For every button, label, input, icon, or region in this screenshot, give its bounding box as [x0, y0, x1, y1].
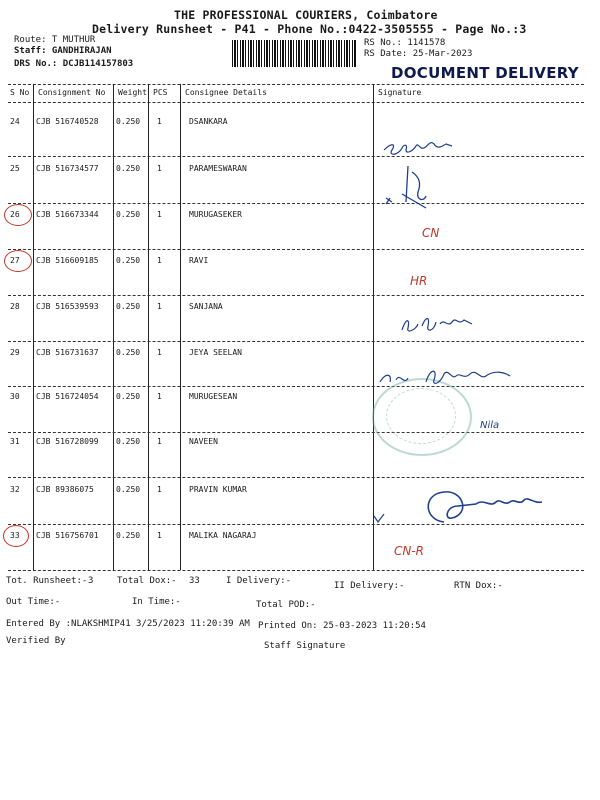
- row-weight: 0.250: [116, 348, 141, 357]
- signature-row-25: [382, 162, 442, 214]
- row-consignment: CJB 516724054: [36, 392, 99, 401]
- signature-row-24: [380, 136, 460, 160]
- row-consignee: PRAVIN KUMAR: [189, 485, 247, 494]
- ii-delivery-label: II Delivery:-: [334, 581, 405, 591]
- circle-mark-33: [3, 525, 29, 547]
- staff-signature-label: Staff Signature: [264, 641, 346, 651]
- rs-date: RS Date: 25-Mar-2023: [364, 49, 473, 59]
- row-sno: 24: [10, 117, 20, 126]
- row-sno: 27: [10, 256, 20, 265]
- row-consignment: CJB 516740528: [36, 117, 99, 126]
- staff-label: Staff: GANDHIRAJAN: [14, 46, 112, 56]
- handwritten-nila: Nila: [480, 420, 500, 431]
- row-consignment: CJB 516609185: [36, 256, 99, 265]
- row-weight: 0.250: [116, 485, 141, 494]
- row-rule: [8, 295, 584, 296]
- out-time-label: Out Time:-: [6, 597, 61, 607]
- row-rule: [8, 249, 584, 250]
- row-consignee: SANJANA: [189, 302, 223, 311]
- row-weight: 0.250: [116, 531, 141, 540]
- circle-mark-27: [4, 250, 32, 272]
- row-pcs: 1: [157, 531, 162, 540]
- total-dox-value: 33: [189, 576, 200, 586]
- circle-mark-26: [4, 204, 32, 226]
- row-consignment: CJB 516539593: [36, 302, 99, 311]
- row-pcs: 1: [157, 485, 162, 494]
- row-pcs: 1: [157, 210, 162, 219]
- in-time-label: In Time:-: [132, 597, 181, 607]
- handwritten-cn-r: CN-R: [394, 544, 425, 558]
- round-seal-inner: [386, 388, 456, 444]
- handwritten-hr: HR: [410, 274, 428, 288]
- row-consignee: MURUGASEKER: [189, 210, 242, 219]
- row-rule: [8, 477, 584, 478]
- rtn-dox-label: RTN Dox:-: [454, 581, 503, 591]
- row-consignment: CJB 516728099: [36, 437, 99, 446]
- tick-mark: [372, 512, 386, 526]
- col-consignee: Consignee Details: [185, 88, 267, 97]
- row-sno: 26: [10, 210, 20, 219]
- row-sno: 29: [10, 348, 20, 357]
- route-label: Route: T MUTHUR: [14, 35, 96, 45]
- row-consignment: CJB 516756701: [36, 531, 99, 540]
- row-weight: 0.250: [116, 210, 141, 219]
- row-sno: 25: [10, 164, 20, 173]
- tot-runsheet-label: Tot. Runsheet:-: [6, 576, 88, 586]
- company-name: THE PROFESSIONAL COURIERS, Coimbatore: [174, 8, 438, 22]
- row-sno: 32: [10, 485, 20, 494]
- total-pod-label: Total POD:-: [256, 600, 316, 610]
- row-rule: [8, 341, 584, 342]
- row-sno: 28: [10, 302, 20, 311]
- col-pcs: PCS: [153, 88, 168, 97]
- row-consignee: RAVI: [189, 256, 209, 265]
- drs-number: DRS No.: DCJB114157803: [14, 59, 134, 69]
- verified-by-label: Verified By: [6, 636, 66, 646]
- row-consignee: NAVEEN: [189, 437, 218, 446]
- col-consignment: Consignment No: [38, 88, 106, 97]
- row-rule: [8, 432, 584, 433]
- col-signature: Signature: [378, 88, 422, 97]
- row-weight: 0.250: [116, 164, 141, 173]
- row-consignee: JEYA SEELAN: [189, 348, 242, 357]
- row-weight: 0.250: [116, 117, 141, 126]
- document-delivery-stamp: DOCUMENT DELIVERY: [391, 64, 579, 82]
- row-pcs: 1: [157, 117, 162, 126]
- row-weight: 0.250: [116, 256, 141, 265]
- row-consignment: CJB 516731637: [36, 348, 99, 357]
- signature-row-32: [404, 484, 554, 530]
- row-pcs: 1: [157, 348, 162, 357]
- signature-row-28: [396, 308, 480, 338]
- row-consignment: CJB 516673344: [36, 210, 99, 219]
- row-consignee: DSANKARA: [189, 117, 228, 126]
- row-pcs: 1: [157, 164, 162, 173]
- entered-by: Entered By :NLAKSHMIP41 3/25/2023 11:20:39 AM: [6, 619, 250, 629]
- tot-runsheet-value: 3: [88, 576, 94, 586]
- header-bottom-rule: [8, 102, 584, 103]
- rs-number: RS No.: 1141578: [364, 38, 446, 48]
- row-weight: 0.250: [116, 437, 141, 446]
- row-consignee: MURUGESEAN: [189, 392, 238, 401]
- row-consignee: PARAMESWARAN: [189, 164, 247, 173]
- i-delivery-label: I Delivery:-: [226, 576, 292, 586]
- sheet-title: Delivery Runsheet - P41 - Phone No.:0422-3505555 - Page No.:3: [92, 22, 527, 36]
- row-rule: [8, 156, 584, 157]
- col-weight: Weight: [118, 88, 147, 97]
- row-weight: 0.250: [116, 302, 141, 311]
- total-dox-label: Total Dox:-: [117, 576, 177, 586]
- col-sno: S No: [10, 88, 30, 97]
- signature-row-29: [376, 362, 522, 392]
- row-sno: 30: [10, 392, 20, 401]
- row-pcs: 1: [157, 256, 162, 265]
- row-pcs: 1: [157, 437, 162, 446]
- row-sno: 31: [10, 437, 20, 446]
- row-consignment: CJB 89386075: [36, 485, 94, 494]
- row-pcs: 1: [157, 392, 162, 401]
- header-top-rule: [8, 84, 584, 85]
- row-pcs: 1: [157, 302, 162, 311]
- row-weight: 0.250: [116, 392, 141, 401]
- barcode: [232, 40, 356, 67]
- printed-on: Printed On: 25-03-2023 11:20:54: [258, 621, 426, 631]
- handwritten-cn: CN: [422, 226, 440, 240]
- row-consignment: CJB 516734577: [36, 164, 99, 173]
- row-sno: 33: [10, 531, 20, 540]
- row-consignee: MALIKA NAGARAJ: [189, 531, 257, 540]
- table-bottom-rule: [8, 570, 584, 571]
- row-rule: [8, 203, 584, 204]
